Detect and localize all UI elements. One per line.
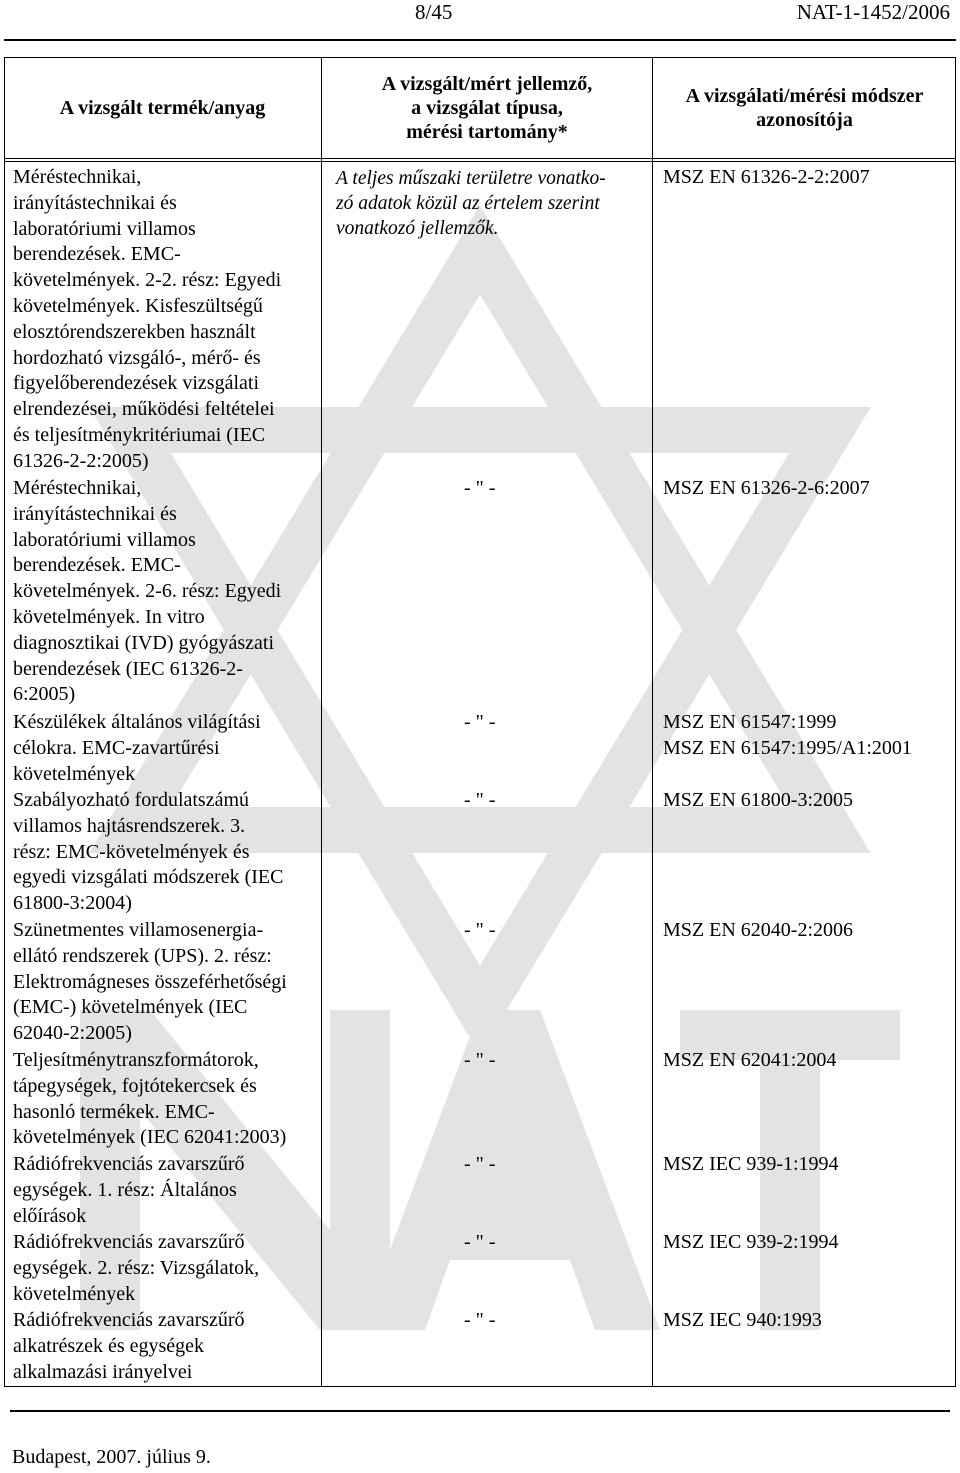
column-divider	[652, 57, 653, 1387]
table-row-product: Szabályozható fordulatszámú villamos hajtásrendszerek. 3. rész: EMC-követelmények és egyedi vizsgálati módszerek (IEC 61800-3:2004)	[13, 789, 284, 915]
table-row-method: MSZ EN 62041:2004	[663, 1049, 837, 1071]
table-row-method: MSZ EN 61547:1999 MSZ EN 61547:1995/A1:2001	[663, 711, 912, 759]
table-row-method: MSZ EN 62040-2:2006	[663, 919, 853, 941]
table-row-characteristic: - " -	[464, 477, 496, 499]
table-row-product: Méréstechnikai, irányítástechnikai és laboratóriumi villamos berendezések. EMC- követelmények. 2-2. rész: Egyedi követelmények. Kisfeszültségű elosztórendszerekben használt hordozható vizsgáló-, mérő- és figyelőberendezések vizsgálati elrendezései, működési feltételei és teljesítménykritériumai (IEC 61326-2-2:2005)	[13, 166, 282, 472]
table-row-product: Méréstechnikai, irányítástechnikai és laboratóriumi villamos berendezések. EMC- követelmények. 2-6. rész: Egyedi követelmények. In vitro diagnosztikai (IVD) gyógyászati berendezések (IEC 61326-2- 6:2005)	[13, 477, 282, 706]
column-header-line: A vizsgálati/mérési módszer	[685, 84, 924, 107]
document-id: NAT-1-1452/2006	[796, 0, 950, 24]
table-row-method: MSZ EN 61326-2-2:2007	[663, 166, 870, 188]
footer-place-date: Budapest, 2007. július 9.	[12, 1446, 211, 1468]
table-row-method: MSZ IEC 940:1993	[663, 1309, 822, 1331]
column-header-line: azonosítója	[756, 108, 853, 131]
column-header-characteristic	[322, 57, 652, 158]
column-header-product	[4, 57, 321, 158]
table-row-characteristic: - " -	[464, 919, 496, 941]
table-row-characteristic: - " -	[464, 1049, 496, 1071]
table-row-characteristic: - " -	[464, 711, 496, 733]
table-row-product: Rádiófrekvenciás zavarszűrő egységek. 1. rész: Általános előírások	[13, 1153, 245, 1227]
table-row-method: MSZ EN 61800-3:2005	[663, 789, 853, 811]
table-row-method: MSZ IEC 939-1:1994	[663, 1153, 839, 1175]
column-header-line: A vizsgált termék/anyag	[59, 96, 266, 119]
footer-rule	[10, 1410, 950, 1412]
table-row-product: Szünetmentes villamosenergia- ellátó rendszerek (UPS). 2. rész: Elektromágneses összeférhetőségi (EMC-) követelmények (IEC 62040-2:2005)	[13, 919, 287, 1045]
column-header-line: mérési tartomány*	[406, 120, 568, 143]
scope-table	[4, 57, 956, 1387]
header-divider	[4, 158, 956, 159]
table-row-method: MSZ EN 61326-2-6:2007	[663, 477, 870, 499]
column-header-line: A vizsgált/mért jellemző,	[381, 72, 593, 95]
column-header-method	[653, 57, 956, 158]
table-row-product: Készülékek általános világítási célokra. EMC-zavartűrési követelmények	[13, 711, 261, 785]
header-divider-double	[4, 161, 956, 162]
table-row-product: Rádiófrekvenciás zavarszűrő alkatrészek és egységek alkalmazási irányelvei	[13, 1309, 245, 1383]
table-row-product: Teljesítménytranszformátorok, tápegységek, fojtótekercsek és hasonló termékek. EMC- követelmények (IEC 62041:2003)	[13, 1049, 287, 1149]
table-row-characteristic: - " -	[464, 1153, 496, 1175]
page-number: 8/45	[415, 0, 453, 24]
table-row-product: Rádiófrekvenciás zavarszűrő egységek. 2. rész: Vizsgálatok, követelmények	[13, 1231, 260, 1305]
table-row-characteristic: - " -	[464, 789, 496, 811]
table-row-characteristic: - " -	[464, 1231, 496, 1253]
table-row-method: MSZ IEC 939-2:1994	[663, 1231, 839, 1253]
header-rule	[4, 39, 956, 41]
column-header-line: a vizsgálat típusa,	[411, 96, 563, 119]
table-row-characteristic: - " -	[464, 1309, 496, 1331]
table-row-characteristic: A teljes műszaki területre vonatko- zó adatok közül az értelem szerint vonatkozó jellemzők.	[336, 168, 606, 239]
